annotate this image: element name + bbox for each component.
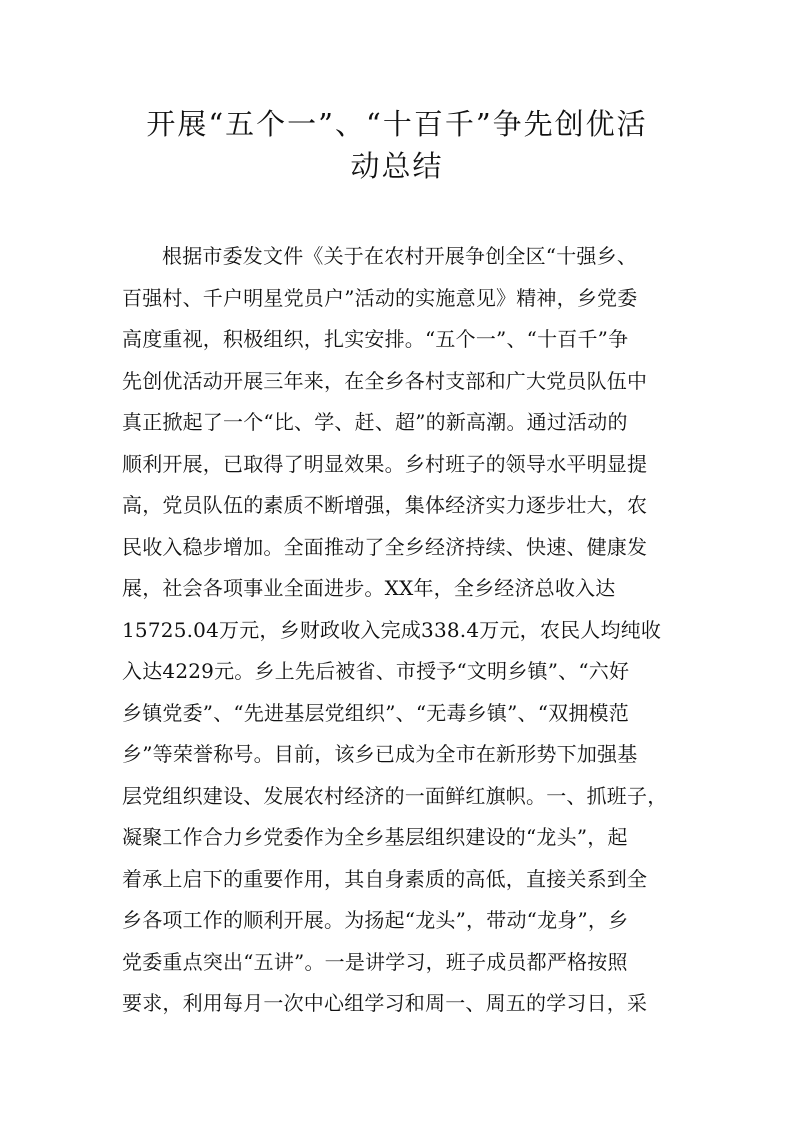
body-line: 凝聚工作合力乡党委作为全乡基层组织建设的“龙头”，起 bbox=[122, 825, 628, 849]
body-line: 15725.04万元，乡财政收入完成338.4万元，农民人均纯收 bbox=[122, 617, 662, 642]
document-body bbox=[122, 236, 682, 1025]
body-line: 真正掀起了一个“比、学、赶、超”的新高潮。通过活动的 bbox=[122, 410, 628, 434]
body-line: 乡镇党委”、“先进基层党组织”、“无毒乡镇”、“双拥模范 bbox=[122, 700, 629, 725]
body-line: 高，党员队伍的素质不断增强，集体经济实力逐步壮大，农 bbox=[122, 493, 648, 517]
body-line: 高度重视，积极组织，扎实安排。“五个一”、“十百千”争 bbox=[122, 327, 629, 351]
body-line: 乡各项工作的顺利开展。为扬起“龙头”，带动“龙身”，乡 bbox=[122, 908, 629, 932]
body-line: 入达4229元。乡上先后被省、市授予“文明乡镇”、“六好 bbox=[122, 659, 630, 683]
body-line: 党委重点突出“五讲”。一是讲学习，班子成员都严格按照 bbox=[122, 949, 628, 974]
body-line: 展，社会各项事业全面进步。XX年，全乡经济总收入达 bbox=[122, 576, 616, 600]
body-line: 民收入稳步增加。全面推动了全乡经济持续、快速、健康发 bbox=[122, 534, 648, 559]
body-line: 要求，利用每月一次中心组学习和周一、周五的学习日，采 bbox=[122, 991, 648, 1015]
body-line: 先创优活动开展三年来，在全乡各村支部和广大党员队伍中 bbox=[122, 368, 648, 393]
body-line: 乡”等荣誉称号。目前，该乡已成为全市在新形势下加强基 bbox=[122, 742, 638, 766]
document-title-line-1: 开展“五个一”、“十百千”争先创优活 bbox=[146, 107, 648, 141]
document-title-line-2: 动总结 bbox=[350, 149, 444, 183]
body-line: 根据市委发文件《关于在农村开展争创全区“十强乡、 bbox=[162, 244, 638, 268]
body-line: 百强村、千户明星党员户”活动的实施意见》精神，乡党委 bbox=[122, 285, 638, 310]
body-line: 层党组织建设、发展农村经济的一面鲜红旗帜。一、抓班子， bbox=[122, 783, 668, 808]
body-line: 顺利开展，已取得了明显效果。乡村班子的领导水平明显提 bbox=[122, 451, 648, 476]
body-line: 着承上启下的重要作用，其自身素质的高低，直接关系到全 bbox=[122, 866, 648, 891]
